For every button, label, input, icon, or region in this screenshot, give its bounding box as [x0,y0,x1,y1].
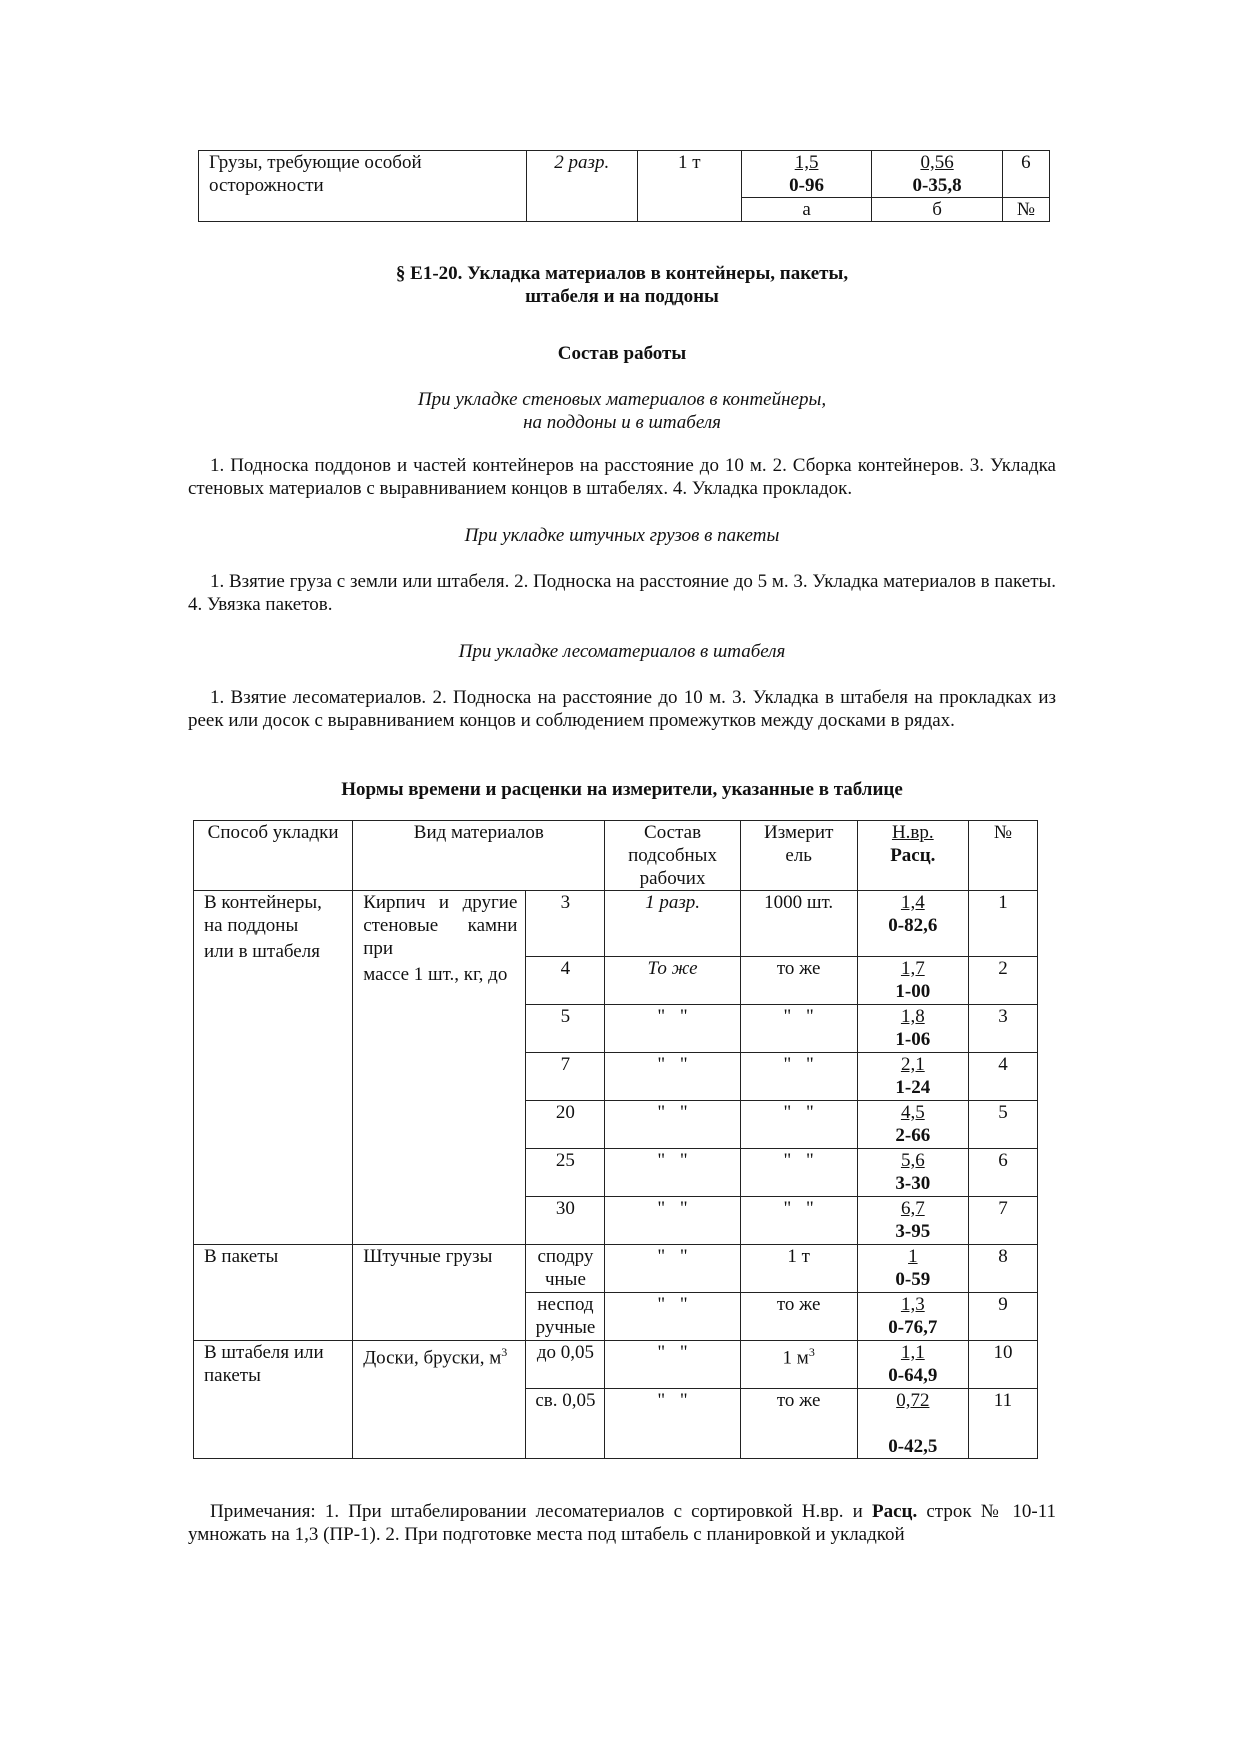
row-number-cell: 11 [968,1389,1037,1459]
norm-value: 6,7 [900,1198,925,1219]
norm-value: 0,56 [920,152,954,173]
method-text: В контейнеры, на поддоны [204,892,322,936]
norm-value: 1,8 [900,1006,925,1027]
crew-cell: " " [605,1197,740,1245]
header-no: № [968,821,1037,891]
rate-value: 1-24 [895,1077,931,1098]
crew-cell: 1 разр. [605,891,740,957]
rate-value: 3-30 [895,1173,931,1194]
norm-rate-cell [857,1197,968,1245]
header-crew: Состав подсобных рабочих [605,821,740,891]
col-a-value-cell [741,151,872,198]
crew-cell: " " [605,1389,740,1459]
norm-value: 0,72 [896,1390,930,1411]
norm-value: 1,5 [794,152,819,173]
header-unit-line: ель [785,845,812,866]
rate-value: 2-66 [895,1125,931,1146]
material-text: массе 1 шт., кг, до [363,964,508,985]
crew-cell: " " [605,1245,740,1293]
param-cell: 30 [526,1197,605,1245]
rate-value: 0-76,7 [888,1317,938,1338]
rate-value: 1-06 [895,1029,931,1050]
header-material: Вид материалов [353,821,605,891]
notes-paragraph [188,1500,1056,1546]
paragraph-wall-materials: 1. Подноска поддонов и частей контейнеров на расстояние до 10 м. 2. Сборка контейнеров. 3. Укладка стеновых материалов с выравниванием концов в штабелях. 4. Укладка прокладок. [188,455,1056,499]
unit-cell: 1000 шт. [740,891,857,957]
subheading-line: При укладке стеновых материалов в контейнеры, [417,389,827,410]
rate-value: 0-82,6 [888,915,938,936]
cargo-name-cell: Грузы, требующие особой осторожности [199,151,527,222]
unit-cell: " " [740,1101,857,1149]
norm-rate-cell [857,1389,968,1459]
row-number-cell: 10 [968,1341,1037,1389]
table-row [199,151,1050,198]
col-b-value-cell [872,151,1003,198]
norm-rate-cell [857,1005,968,1053]
table-row [194,1245,1038,1293]
notes-text: Примечания: 1. При штабелировании лесоматериалов с сортировкой Н.вр. и [210,1501,872,1522]
rate-value: 1-00 [895,981,931,1002]
subheading-piece-cargo: При укладке штучных грузов в пакеты [464,525,780,546]
param-cell: 7 [526,1053,605,1101]
norm-value: 1,7 [900,958,925,979]
norm-value: 1,4 [900,892,925,913]
method-cell [194,891,353,1245]
header-norm: Н.вр. [891,822,934,843]
norms-table [193,820,1038,1459]
material-cell: Штучные грузы [353,1245,526,1341]
rate-value: 0-35,8 [912,175,962,196]
material-cell [353,891,526,1245]
norm-rate-cell [857,1245,968,1293]
material-cell [353,1341,526,1459]
subheading-wall-materials [188,388,1056,434]
crew-cell: " " [605,1293,740,1341]
section-title-line: § Е1-20. Укладка материалов в контейнеры, пакеты, [395,263,849,284]
row-number-cell: 7 [968,1197,1037,1245]
param-cell: 5 [526,1005,605,1053]
row-number-cell: 1 [968,891,1037,957]
norm-rate-cell [857,1293,968,1341]
crew-cell: " " [605,1005,740,1053]
header-unit-line: Измерит [763,822,834,843]
unit-cell [740,1341,857,1389]
col-no-label: № [1002,198,1049,222]
crew-cell: 2 разр. [526,151,637,222]
table-header-row [194,821,1038,891]
param-cell: сподру чные [526,1245,605,1293]
norm-rate-cell [857,891,968,957]
param-cell: неспод ручные [526,1293,605,1341]
unit-cell: " " [740,1053,857,1101]
norm-value: 4,5 [900,1102,925,1123]
norm-rate-cell [857,1053,968,1101]
row-number-cell: 5 [968,1101,1037,1149]
previous-table-fragment [198,150,1050,222]
col-a-label: а [741,198,872,222]
unit-cell: " " [740,1149,857,1197]
row-number-cell: 4 [968,1053,1037,1101]
rate-value: 0-64,9 [888,1365,938,1386]
norm-value: 1,1 [900,1342,925,1363]
unit-cell: то же [740,957,857,1005]
row-number-cell: 6 [1002,151,1049,198]
unit-cell: " " [740,1005,857,1053]
rate-value: 0-59 [895,1269,931,1290]
norm-value: 5,6 [900,1150,925,1171]
norms-heading: Нормы времени и расценки на измерители, указанные в таблице [341,779,903,800]
rate-value: 0-42,5 [888,1436,938,1457]
crew-cell: " " [605,1149,740,1197]
material-text: Кирпич и другие стеновые камни при [363,892,518,959]
norm-rate-cell [857,957,968,1005]
superscript: 3 [501,1345,508,1359]
param-cell: 3 [526,891,605,957]
superscript: 3 [808,1345,815,1359]
param-cell: 4 [526,957,605,1005]
norm-rate-cell [857,1149,968,1197]
norm-value: 2,1 [900,1054,925,1075]
unit-cell: 1 т [637,151,741,222]
row-number-cell: 9 [968,1293,1037,1341]
rate-value: 3-95 [895,1221,931,1242]
norm-value: 1 [908,1246,918,1267]
section-title-line: штабеля и на поддоны [525,286,719,307]
composition-heading: Состав работы [557,343,687,364]
crew-cell: " " [605,1101,740,1149]
header-unit [740,821,857,891]
paragraph-timber: 1. Взятие лесоматериалов. 2. Подноска на расстояние до 10 м. 3. Укладка в штабеля на прокладках из реек или досок с выравниванием концов и соблюдением промежутков между досками в рядах. [188,687,1056,731]
subheading-timber: При укладке лесоматериалов в штабеля [458,641,786,662]
material-text: Доски, бруски, м [363,1347,502,1369]
norm-rate-cell [857,1101,968,1149]
crew-cell: " " [605,1341,740,1389]
unit-cell: 1 т [740,1245,857,1293]
row-number-cell: 8 [968,1245,1037,1293]
method-text: или в штабеля [204,941,320,962]
param-cell: 20 [526,1101,605,1149]
notes-text: строк № 10-11 умножать на 1,3 (ПР-1). 2. При подготовке места под штабель с планировкой и укладкой [188,1501,1056,1545]
method-cell: В штабеля или пакеты [194,1341,353,1459]
row-number-cell: 6 [968,1149,1037,1197]
col-b-label: б [872,198,1003,222]
unit-cell: то же [740,1389,857,1459]
crew-cell: То же [605,957,740,1005]
header-rate: Расц. [890,845,936,866]
unit-cell: то же [740,1293,857,1341]
header-norm-rate [857,821,968,891]
row-number-cell: 3 [968,1005,1037,1053]
unit-text: 1 м [782,1347,809,1369]
method-cell: В пакеты [194,1245,353,1341]
unit-cell: " " [740,1197,857,1245]
param-cell: св. 0,05 [526,1389,605,1459]
table-row [194,1341,1038,1389]
param-cell: 25 [526,1149,605,1197]
paragraph-piece-cargo: 1. Взятие груза с земли или штабеля. 2. Подноска на расстояние до 5 м. 3. Укладка материалов в пакеты. 4. Увязка пакетов. [188,571,1057,615]
notes-bold-text: Расц. [871,1501,918,1522]
norm-value: 1,3 [900,1294,925,1315]
param-cell: до 0,05 [526,1341,605,1389]
crew-cell: " " [605,1053,740,1101]
table-row [194,891,1038,957]
section-title [188,262,1056,308]
header-method: Способ укладки [194,821,353,891]
subheading-line: на поддоны и в штабеля [523,412,721,433]
norm-rate-cell [857,1341,968,1389]
row-number-cell: 2 [968,957,1037,1005]
rate-value: 0-96 [789,175,824,196]
